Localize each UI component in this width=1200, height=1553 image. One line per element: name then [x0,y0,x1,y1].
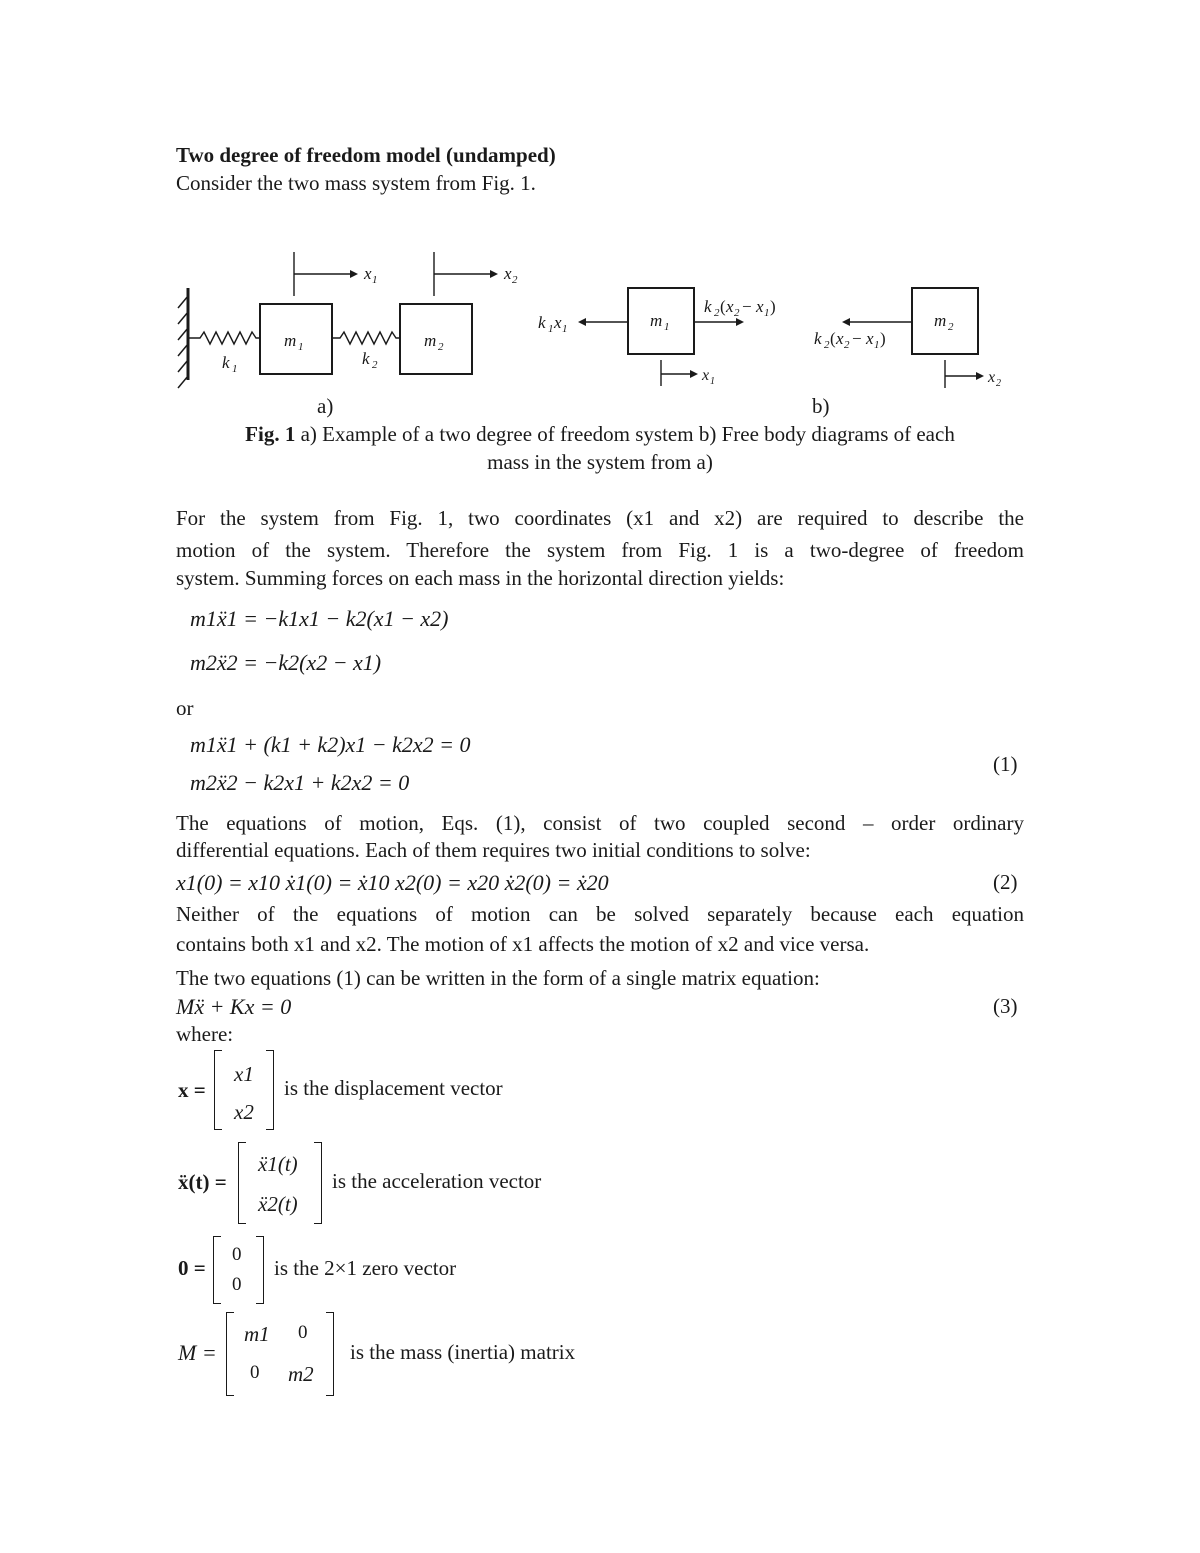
svg-text:2: 2 [824,339,830,351]
def-x-bracket-left [214,1050,222,1130]
svg-text:x: x [836,329,844,348]
label-m1: m [284,331,297,350]
paragraph-1-line-1: For the system from Fig. 1, two coordinates (x1 and x2) are required to describe the [176,506,1024,530]
spring-k2 [332,332,400,344]
equation-motion-2: m2ẍ2 = −k2(x2 − x1) [190,650,382,675]
def-m-lhs: M = [178,1340,217,1365]
figure-caption [176,420,1024,477]
svg-text:x: x [756,297,764,316]
def-a-row1: ẍ1(t) [258,1152,298,1176]
svg-text:2: 2 [948,321,954,333]
def-x-bracket-right [266,1050,274,1130]
svg-text:x: x [866,329,874,348]
svg-text:(: ( [830,329,836,348]
caption-line2: mass in the system from a) [487,450,713,475]
label-x2: x [504,264,512,283]
def-m-bracket-right [326,1312,334,1396]
def-x-row2: x2 [234,1100,254,1124]
svg-text:x: x [554,313,562,332]
svg-text:m: m [934,311,947,330]
def-a-row2: ẍ2(t) [258,1192,298,1216]
initial-conditions: x1(0) = x10 ẋ1(0) = ẋ10 x2(0) = x20 ẋ2(0) = ẋ20 [176,870,609,895]
where-text: where: [176,1022,234,1046]
equation-number-2: (2) [993,870,1018,894]
label-k1-sub: 1 [232,363,238,375]
svg-text:1: 1 [664,321,670,333]
svg-text:1: 1 [548,323,554,335]
subfig-a-label: a) [317,394,334,418]
def-0-lhs: 0 = [178,1256,206,1280]
def-a-lhs: ẍ(t) = [178,1170,227,1194]
def-m-text: is the mass (inertia) matrix [350,1340,576,1364]
paragraph-3-line-2: contains both x1 and x2. The motion of x1 affects the motion of x2 and vice versa. [176,932,870,956]
svg-text:−: − [852,329,862,348]
def-a-text: is the acceleration vector [332,1169,542,1193]
or-text: or [176,696,194,720]
svg-text:1: 1 [874,339,880,351]
equation-coupled-1: m1ẍ1 + (k1 + k2)x1 − k2x2 = 0 [190,732,471,757]
label-force-k1x1: k [538,313,546,332]
section-title: Two degree of freedom model (undamped) [176,143,556,167]
equation-number-3: (3) [993,994,1018,1018]
svg-text:2: 2 [372,359,378,371]
svg-text:): ) [770,297,776,316]
def-x-lhs: x = [178,1078,206,1102]
def-a-bracket-right [314,1142,322,1224]
equation-coupled-2: m2ẍ2 − k2x1 + k2x2 = 0 [190,770,410,795]
svg-text:−: − [742,297,752,316]
svg-text:1: 1 [710,376,715,387]
label-k1: k [222,353,230,372]
def-m-r22: m2 [288,1362,314,1386]
subfig-b-label: b) [812,394,830,418]
svg-text:1: 1 [764,307,770,319]
def-0-bracket-right [256,1236,264,1304]
svg-text:x: x [988,369,996,386]
svg-text:2: 2 [844,339,850,351]
def-m-bracket-left [226,1312,234,1396]
def-x-text: is the displacement vector [284,1076,503,1100]
svg-text:1: 1 [562,323,568,335]
equation-motion-1: m1ẍ1 = −k1x1 − k2(x1 − x2) [190,606,449,631]
svg-text:1: 1 [298,341,304,353]
def-0-bracket-left [213,1236,221,1304]
def-0-row2: 0 [232,1274,242,1295]
svg-text:1: 1 [372,274,378,286]
def-0-text: is the 2×1 zero vector [274,1256,457,1280]
caption-label: Fig. 1 [245,422,296,446]
label-force-k2-m2: k [814,329,822,348]
def-m-r11: m1 [244,1322,270,1346]
def-0-row1: 0 [232,1244,242,1265]
def-a-bracket-left [238,1142,246,1224]
paragraph-2-line-2: differential equations. Each of them requires two initial conditions to solve: [176,838,811,862]
svg-text:x: x [726,297,734,316]
paragraph-3-line-1: Neither of the equations of motion can be solved separately because each equation [176,902,1024,926]
svg-text:2: 2 [996,378,1001,389]
svg-text:m: m [650,311,663,330]
svg-text:x: x [702,367,710,384]
label-force-k2-m1: k [704,297,712,316]
def-x-row1: x1 [234,1062,254,1086]
caption-line1: a) Example of a two degree of freedom system b) Free body diagrams of each [295,422,955,446]
svg-text:(: ( [720,297,726,316]
label-k2: k [362,349,370,368]
paragraph-1-line-2: motion of the system. Therefore the system from Fig. 1 is a two-degree of freedom [176,538,1024,562]
two-mass-figure [170,240,1030,400]
def-m-r21: 0 [250,1362,260,1383]
svg-text:2: 2 [734,307,740,319]
svg-text:2: 2 [714,307,720,319]
svg-text:): ) [880,329,886,348]
label-x1: x [364,264,372,283]
intro-text: Consider the two mass system from Fig. 1. [176,171,536,195]
svg-text:2: 2 [512,274,518,286]
def-m-r12: 0 [298,1322,308,1343]
svg-text:2: 2 [438,341,444,353]
paragraph-4: The two equations (1) can be written in the form of a single matrix equation: [176,966,820,990]
paragraph-1-line-3: system. Summing forces on each mass in the horizontal direction yields: [176,566,785,590]
equation-number-1: (1) [993,752,1018,776]
matrix-equation: Mẍ + Kx = 0 [176,994,292,1019]
paragraph-2-line-1: The equations of motion, Eqs. (1), consist of two coupled second – order ordinary [176,811,1024,835]
spring-k1 [188,332,260,344]
label-m2: m [424,331,437,350]
